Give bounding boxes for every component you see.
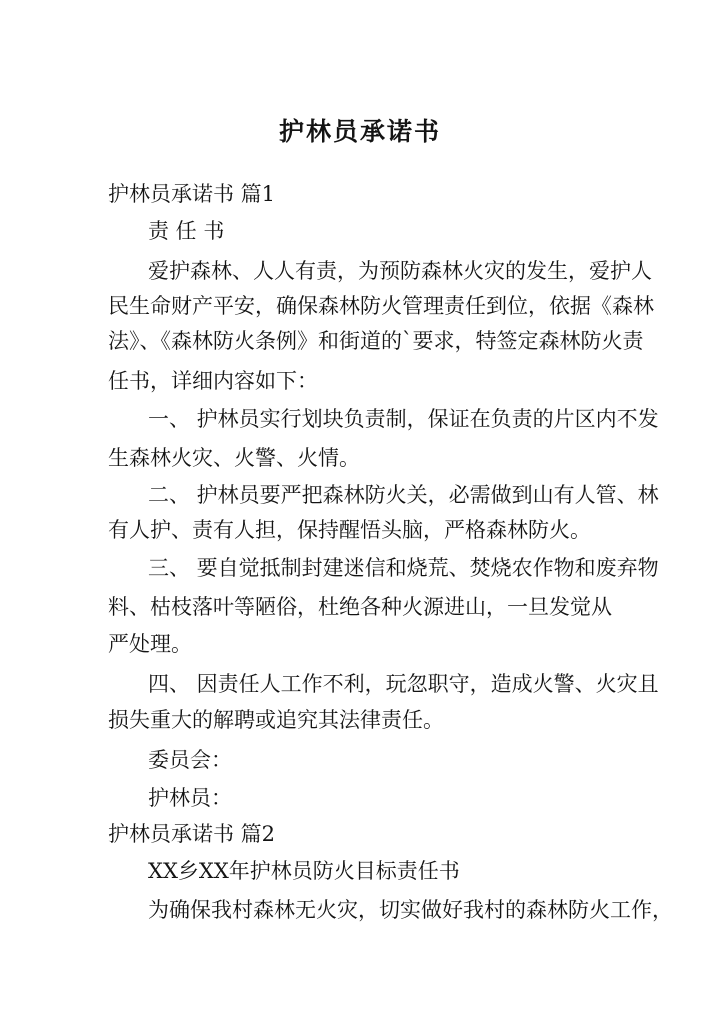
paragraph-line: 爱护森林、人人有责，为预防森林火灾的发生，爱护人 <box>148 259 652 283</box>
paragraph-line: 严处理。 <box>108 632 192 656</box>
signature-committee: 委员会： <box>148 748 232 772</box>
section-heading-2: 护林员承诺书 篇2 <box>108 822 276 846</box>
paragraph-line: 料、枯枝落叶等陋俗，杜绝各种火源进山，一旦发觉从 <box>108 595 612 619</box>
paragraph-line: 为确保我村森林无火灾，切实做好我村的森林防火工作， <box>148 898 673 922</box>
paragraph-line: 有人护、责有人担，保持醒悟头脑，严格森林防火。 <box>108 518 591 542</box>
paragraph-line: 一、 护林员实行划块负责制，保证在负责的片区内不发 <box>148 407 659 431</box>
paragraph-line: 生森林火灾、火警、火情。 <box>108 446 360 470</box>
subheading-target: XX乡XX年护林员防火目标责任书 <box>148 859 460 883</box>
paragraph-line: 四、 因责任人工作不利，玩忽职守，造成火警、火灾且 <box>148 672 659 696</box>
paragraph-line: 二、 护林员要严把森林防火关，必需做到山有人管、林 <box>148 483 659 507</box>
section-heading-1: 护林员承诺书 篇1 <box>108 182 276 206</box>
paragraph-line: 三、 要自觉抵制封建迷信和烧荒、焚烧农作物和废弃物 <box>148 556 659 580</box>
paragraph-line: 民生命财产平安，确保森林防火管理责任到位，依据《森林 <box>108 294 654 318</box>
signature-ranger: 护林员： <box>148 786 232 810</box>
document-title: 护林员承诺书 <box>278 117 441 146</box>
paragraph-line: 任书，详细内容如下： <box>108 369 318 393</box>
paragraph-line: 法》、《森林防火条例》和街道的`要求，特签定森林防火责 <box>108 329 644 353</box>
subheading-responsibility: 责 任 书 <box>148 219 225 243</box>
paragraph-line: 损失重大的解聘或追究其法律责任。 <box>108 708 444 732</box>
